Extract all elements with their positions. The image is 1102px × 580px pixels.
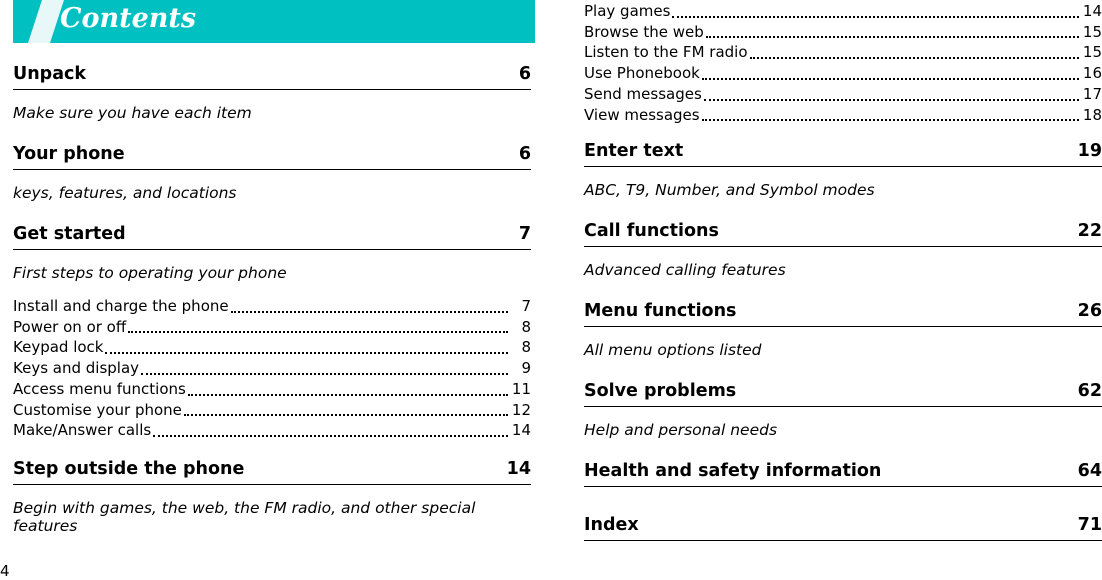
- toc-entry[interactable]: [13, 379, 531, 400]
- dot-leader: [184, 412, 508, 416]
- dot-leader: [702, 117, 1079, 121]
- section-page: 19: [1077, 141, 1102, 162]
- entry-page: 7: [521, 297, 531, 315]
- entry-page: 18: [1082, 105, 1102, 124]
- toc-section-get-started: [13, 222, 531, 441]
- section-title: Solve problems: [584, 381, 737, 402]
- section-heading[interactable]: [13, 62, 531, 90]
- dot-leader: [706, 34, 1079, 38]
- toc-section-your-phone: [13, 142, 531, 202]
- section-title: Index: [584, 515, 639, 536]
- section-page: 6: [518, 64, 531, 84]
- dot-leader: [153, 433, 508, 437]
- entry-page: 14: [511, 421, 531, 440]
- section-title: Step outside the phone: [13, 458, 245, 479]
- toc-left-column: [13, 62, 531, 535]
- toc-section-solve-problems: [584, 379, 1102, 439]
- section-page: 26: [1077, 301, 1102, 322]
- banner-accent-stripe: [28, 0, 64, 43]
- entry-label: Play games: [584, 2, 671, 20]
- entry-label: Make/Answer calls: [13, 421, 152, 440]
- entry-page: 14: [1082, 2, 1102, 20]
- dot-leader: [750, 55, 1080, 59]
- toc-entry[interactable]: [584, 84, 1102, 105]
- entry-page: 16: [1082, 64, 1102, 83]
- entry-label: Send messages: [584, 84, 702, 103]
- entry-label: Power on or off: [13, 317, 127, 336]
- section-description: Make sure you have each item: [13, 104, 252, 122]
- entry-page: 8: [521, 338, 531, 357]
- toc-entry[interactable]: [13, 400, 531, 421]
- section-page: 71: [1077, 515, 1102, 536]
- entry-page: 15: [1082, 43, 1102, 62]
- section-description: First steps to operating your phone: [13, 264, 287, 282]
- section-heading[interactable]: [13, 457, 531, 485]
- entry-label: Listen to the FM radio: [584, 43, 748, 62]
- toc-entry[interactable]: [13, 296, 531, 317]
- entry-page: 12: [511, 400, 531, 419]
- section-heading[interactable]: [13, 142, 531, 170]
- section-heading[interactable]: [584, 459, 1102, 487]
- toc-section-enter-text: [584, 139, 1102, 199]
- toc-entry-list: [584, 1, 1102, 125]
- section-title: Health and safety information: [584, 461, 882, 482]
- dot-leader: [188, 392, 508, 396]
- section-heading[interactable]: [584, 513, 1102, 541]
- entry-label: Use Phonebook: [584, 64, 700, 83]
- section-description: All menu options listed: [584, 341, 762, 360]
- contents-banner: [13, 0, 535, 43]
- toc-section-menu-functions: [584, 299, 1102, 359]
- dot-leader: [672, 14, 1079, 18]
- section-description: keys, features, and locations: [13, 184, 237, 202]
- section-title: Unpack: [13, 64, 87, 84]
- section-page: 22: [1077, 221, 1102, 242]
- entry-label: View messages: [584, 105, 700, 124]
- section-title: Get started: [13, 224, 126, 244]
- dot-leader: [702, 76, 1079, 80]
- entry-page: 15: [1082, 22, 1102, 41]
- toc-section-step-outside: [13, 457, 531, 535]
- section-title: Menu functions: [584, 301, 737, 322]
- entry-page: 9: [521, 359, 531, 378]
- toc-entry[interactable]: [584, 42, 1102, 63]
- section-heading[interactable]: [584, 379, 1102, 407]
- entry-label: Browse the web: [584, 22, 704, 41]
- dot-leader: [231, 309, 508, 313]
- section-heading[interactable]: [584, 219, 1102, 247]
- toc-section-health-safety: [584, 459, 1102, 487]
- entry-label: Install and charge the phone: [13, 297, 229, 315]
- section-description: Help and personal needs: [584, 421, 778, 440]
- section-heading[interactable]: [13, 222, 531, 250]
- section-title: Enter text: [584, 141, 684, 162]
- toc-entry[interactable]: [13, 358, 531, 379]
- entry-label: Access menu functions: [13, 379, 186, 398]
- entry-label: Keypad lock: [13, 338, 104, 357]
- section-page: 7: [518, 224, 531, 244]
- dot-leader: [105, 350, 508, 354]
- entry-label: Customise your phone: [13, 400, 182, 419]
- dot-leader: [141, 371, 508, 375]
- toc-entry[interactable]: [584, 22, 1102, 43]
- section-page: 14: [506, 458, 531, 479]
- toc-section-unpack: [13, 62, 531, 122]
- toc-entry[interactable]: [13, 317, 531, 338]
- entry-page: 11: [511, 379, 531, 398]
- section-title: Call functions: [584, 221, 719, 242]
- toc-entry[interactable]: [584, 63, 1102, 84]
- toc-section-index: [584, 513, 1102, 541]
- entry-label: Keys and display: [13, 359, 140, 378]
- section-page: 62: [1077, 381, 1102, 402]
- page-number: 4: [0, 562, 10, 580]
- section-page: 64: [1077, 461, 1102, 482]
- toc-right-column: [584, 0, 1102, 541]
- section-heading[interactable]: [584, 299, 1102, 327]
- section-page: 6: [518, 144, 531, 164]
- section-description: ABC, T9, Number, and Symbol modes: [584, 181, 875, 200]
- toc-entry-list: [13, 296, 531, 441]
- toc-section-call-functions: [584, 219, 1102, 279]
- section-description: Begin with games, the web, the FM radio, and other special features: [13, 498, 476, 535]
- entry-page: 17: [1082, 84, 1102, 103]
- toc-entry[interactable]: [13, 337, 531, 358]
- dot-leader: [128, 329, 508, 333]
- toc-entry[interactable]: [13, 420, 531, 441]
- dot-leader: [704, 97, 1079, 101]
- section-heading[interactable]: [584, 139, 1102, 167]
- toc-entry[interactable]: [584, 105, 1102, 126]
- toc-entry[interactable]: [584, 1, 1102, 22]
- page-title: Contents: [60, 3, 197, 34]
- entry-page: 8: [521, 317, 531, 336]
- section-description: Advanced calling features: [584, 261, 786, 280]
- section-title: Your phone: [13, 144, 125, 164]
